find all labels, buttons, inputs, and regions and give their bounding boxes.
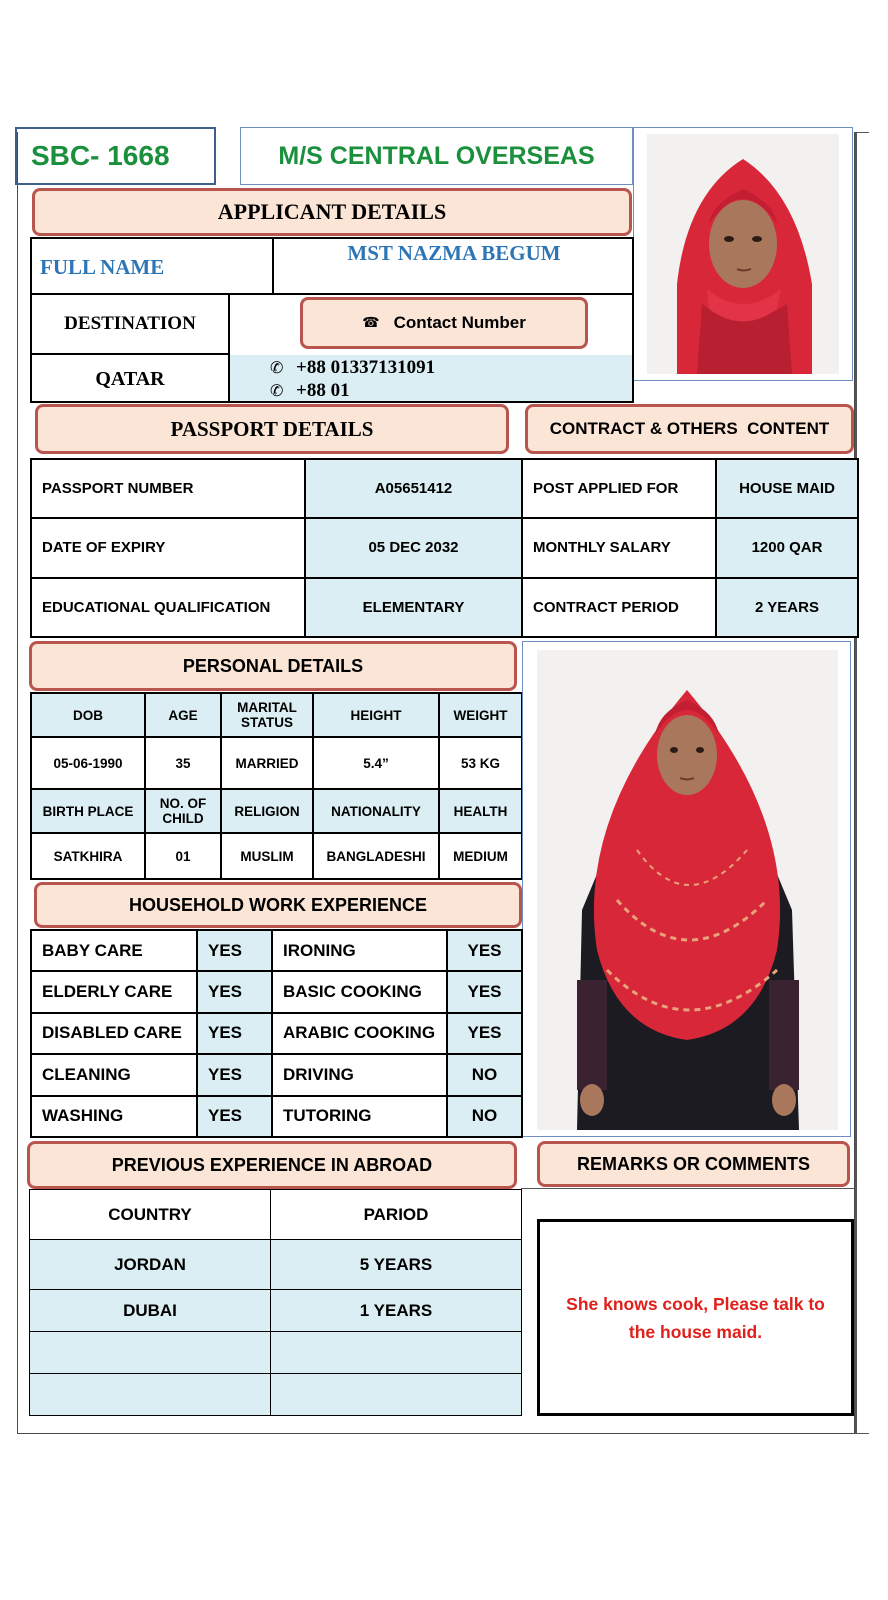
post-value: HOUSE MAID — [716, 459, 858, 518]
remarks-header — [537, 1141, 850, 1187]
skill-label: TUTORING — [272, 1096, 447, 1137]
table-row — [30, 1190, 522, 1240]
abroad-title: PREVIOUS EXPERIENCE IN ABROAD — [111, 1154, 433, 1175]
household-header — [34, 882, 522, 928]
table-row — [30, 1332, 522, 1374]
country-cell — [30, 1332, 271, 1374]
remarks-separator — [521, 1188, 857, 1189]
skill-value: YES — [197, 1054, 272, 1095]
skill-value: NO — [447, 1054, 522, 1095]
abroad-header — [27, 1141, 517, 1189]
period-cell — [271, 1374, 522, 1416]
post-label: POST APPLIED FOR — [522, 459, 716, 518]
skill-label: IRONING — [272, 930, 447, 971]
contract-table — [521, 458, 859, 638]
table-row — [31, 1013, 522, 1054]
health-value: MEDIUM — [439, 833, 522, 879]
table-row — [31, 930, 522, 971]
skill-value: YES — [197, 971, 272, 1012]
table-row — [31, 693, 522, 737]
country-header: COUNTRY — [30, 1190, 271, 1240]
destination-label: DESTINATION — [64, 313, 196, 334]
remarks-title: REMARKS OR COMMENTS — [577, 1153, 810, 1174]
header-cell: BIRTH PLACE — [31, 789, 145, 833]
household-title: HOUSEHOLD WORK EXPERIENCE — [128, 894, 428, 915]
contract-header — [525, 404, 854, 454]
dob-value: 05-06-1990 — [31, 737, 145, 789]
table-row — [31, 737, 522, 789]
country-cell: DUBAI — [30, 1290, 271, 1332]
period-header: PARIOD — [271, 1190, 522, 1240]
period-cell: 5 YEARS — [271, 1240, 522, 1290]
period-cell — [271, 1332, 522, 1374]
remarks-box — [537, 1219, 854, 1416]
code-text: SBC- 1668 — [31, 140, 170, 171]
table-row — [31, 971, 522, 1012]
destination-value: QATAR — [95, 368, 165, 390]
period-value: 2 YEARS — [716, 578, 858, 637]
phone-2 — [270, 380, 350, 402]
header-cell: HEIGHT — [313, 693, 439, 737]
country-cell: JORDAN — [30, 1240, 271, 1290]
applicant-details-title: APPLICANT DETAILS — [217, 199, 447, 224]
frame-tick-top — [855, 132, 869, 133]
age-value: 35 — [145, 737, 221, 789]
contact-number-header — [300, 297, 588, 349]
height-value: 5.4” — [313, 737, 439, 789]
header-cell: NO. OF CHILD — [145, 789, 221, 833]
table-row — [31, 459, 522, 518]
skill-label: ARABIC COOKING — [272, 1013, 447, 1054]
skill-label: DRIVING — [272, 1054, 447, 1095]
telephone-icon: ☎ — [362, 315, 380, 331]
full-name-value: MST NAZMA BEGUM — [347, 241, 561, 265]
table-row — [30, 1290, 522, 1332]
education-label: EDUCATIONAL QUALIFICATION — [31, 578, 305, 637]
contact-number-label: Contact Number — [393, 313, 526, 332]
salary-label: MONTHLY SALARY — [522, 518, 716, 577]
frame-line-right — [855, 132, 857, 1434]
skill-value: YES — [197, 930, 272, 971]
expiry-label: DATE OF EXPIRY — [31, 518, 305, 577]
skill-label: ELDERLY CARE — [31, 971, 197, 1012]
table-row — [31, 789, 522, 833]
phone-1 — [270, 357, 435, 379]
skill-value: YES — [197, 1013, 272, 1054]
passport-table — [30, 458, 523, 638]
header-cell: MARITAL STATUS — [221, 693, 313, 737]
portrait-photo — [647, 134, 839, 374]
agency-name: M/S CENTRAL OVERSEAS — [278, 141, 595, 170]
period-cell: 1 YEARS — [271, 1290, 522, 1332]
period-label: CONTRACT PERIOD — [522, 578, 716, 637]
table-row — [522, 459, 858, 518]
skill-value: YES — [447, 930, 522, 971]
header-cell: DOB — [31, 693, 145, 737]
contract-title: CONTRACT & OTHERS CONTENT — [549, 419, 830, 438]
passport-number-value: A05651412 — [305, 459, 522, 518]
code-box — [15, 127, 216, 185]
phone-2-text: +88 01 — [296, 380, 350, 401]
skill-label: BASIC COOKING — [272, 971, 447, 1012]
table-row — [31, 518, 522, 577]
phone-icon: ✆ — [270, 358, 284, 377]
header-cell: WEIGHT — [439, 693, 522, 737]
remarks-text: She knows cook, Please talk to the house maid. — [566, 1293, 825, 1342]
personal-details-title: PERSONAL DETAILS — [182, 655, 364, 676]
table-row — [522, 518, 858, 577]
table-row — [31, 1096, 522, 1137]
abroad-table — [29, 1189, 522, 1416]
agency-box — [240, 127, 633, 185]
weight-value: 53 KG — [439, 737, 522, 789]
birthplace-value: SATKHIRA — [31, 833, 145, 879]
children-value: 01 — [145, 833, 221, 879]
nationality-value: BANGLADESHI — [313, 833, 439, 879]
phone-1-text: +88 01337131091 — [296, 357, 436, 378]
header-cell: NATIONALITY — [313, 789, 439, 833]
full-name-label: FULL NAME — [40, 255, 165, 279]
full-name-divider — [272, 237, 274, 295]
personal-details-header — [29, 641, 517, 691]
destination-divider-h — [30, 353, 230, 355]
skill-label: CLEANING — [31, 1054, 197, 1095]
header-cell: RELIGION — [221, 789, 313, 833]
table-row — [30, 1374, 522, 1416]
applicant-details-header — [32, 188, 632, 236]
religion-value: MUSLIM — [221, 833, 313, 879]
education-value: ELEMENTARY — [305, 578, 522, 637]
skill-value: YES — [447, 1013, 522, 1054]
table-row — [30, 1240, 522, 1290]
skill-value: YES — [197, 1096, 272, 1137]
personal-table — [30, 692, 523, 880]
phone-icon: ✆ — [270, 381, 284, 400]
passport-details-header — [35, 404, 509, 454]
full-body-photo — [537, 650, 838, 1130]
skill-value: YES — [447, 971, 522, 1012]
table-row — [522, 578, 858, 637]
salary-value: 1200 QAR — [716, 518, 858, 577]
skill-value: NO — [447, 1096, 522, 1137]
table-row — [31, 833, 522, 879]
passport-number-label: PASSPORT NUMBER — [31, 459, 305, 518]
skill-label: WASHING — [31, 1096, 197, 1137]
header-cell: AGE — [145, 693, 221, 737]
passport-details-title: PASSPORT DETAILS — [170, 416, 374, 441]
skill-label: DISABLED CARE — [31, 1013, 197, 1054]
table-row — [31, 1054, 522, 1095]
skill-label: BABY CARE — [31, 930, 197, 971]
marital-value: MARRIED — [221, 737, 313, 789]
household-table — [30, 929, 523, 1138]
expiry-value: 05 DEC 2032 — [305, 518, 522, 577]
country-cell — [30, 1374, 271, 1416]
frame-tick-bottom — [855, 1433, 869, 1434]
header-cell: HEALTH — [439, 789, 522, 833]
table-row — [31, 578, 522, 637]
